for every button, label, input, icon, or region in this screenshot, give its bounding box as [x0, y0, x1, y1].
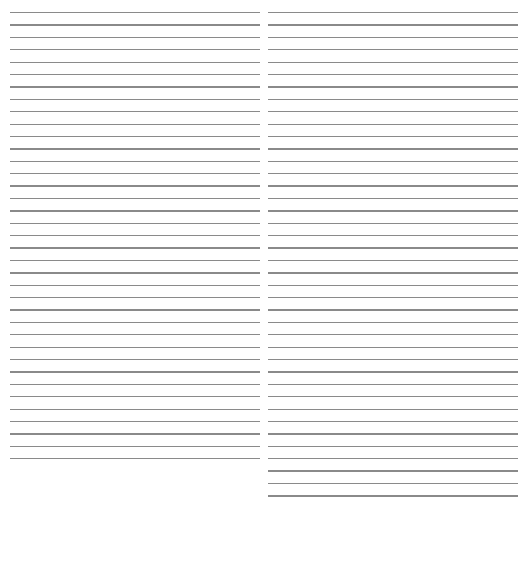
text-line-placeholder [268, 359, 518, 360]
text-line-placeholder [10, 12, 260, 13]
signature-line [10, 499, 260, 512]
text-line-placeholder [10, 322, 260, 323]
text-line-placeholder [268, 111, 518, 112]
text-line-placeholder [268, 421, 518, 422]
text-line-placeholder [268, 185, 518, 186]
text-line-placeholder [268, 161, 518, 162]
text-line-placeholder [10, 297, 260, 298]
text-line-placeholder [10, 185, 260, 186]
text-line-placeholder [268, 223, 518, 224]
text-line-placeholder [268, 74, 518, 75]
text-line-placeholder [10, 247, 260, 248]
text-line-placeholder [10, 49, 260, 50]
text-line-placeholder [268, 285, 518, 286]
left-column [10, 12, 260, 512]
text-line-placeholder [10, 285, 260, 286]
text-line-placeholder [268, 470, 518, 471]
text-line-placeholder [268, 334, 518, 335]
text-line-placeholder [10, 347, 260, 348]
code-line [10, 473, 260, 486]
text-line-placeholder [268, 148, 518, 149]
text-line-placeholder [10, 421, 260, 422]
text-line-placeholder [268, 173, 518, 174]
text-line-placeholder [10, 272, 260, 273]
text-line-placeholder [268, 384, 518, 385]
left-column-text-lines [10, 12, 260, 512]
text-line-placeholder [268, 396, 518, 397]
signature-block [10, 470, 260, 512]
text-line-placeholder [268, 272, 518, 273]
text-line-placeholder [10, 62, 260, 63]
text-line-placeholder [10, 446, 260, 447]
text-line-placeholder [10, 409, 260, 410]
text-line-placeholder [10, 37, 260, 38]
text-line-placeholder [268, 12, 518, 13]
text-line-placeholder [10, 223, 260, 224]
text-line-placeholder [268, 495, 518, 496]
text-line-placeholder [268, 235, 518, 236]
text-line-placeholder [10, 198, 260, 199]
text-line-placeholder [268, 198, 518, 199]
text-line-placeholder [268, 297, 518, 298]
text-line-placeholder [268, 86, 518, 87]
text-line-placeholder [268, 322, 518, 323]
text-line-placeholder [268, 309, 518, 310]
text-line-placeholder [10, 458, 260, 459]
notice-body [10, 12, 518, 512]
text-line-placeholder [268, 483, 518, 484]
text-line-placeholder [268, 124, 518, 125]
text-line-placeholder [10, 124, 260, 125]
text-line-placeholder [10, 148, 260, 149]
text-line-placeholder [10, 384, 260, 385]
text-line-placeholder [268, 62, 518, 63]
text-line-placeholder [10, 210, 260, 211]
text-line-placeholder [10, 99, 260, 100]
text-line-placeholder [10, 24, 260, 25]
text-line-placeholder [10, 359, 260, 360]
right-column [268, 12, 518, 512]
text-line-placeholder [268, 24, 518, 25]
text-line-placeholder [268, 371, 518, 372]
text-line-placeholder [10, 161, 260, 162]
text-line-placeholder [10, 433, 260, 434]
text-line-placeholder [10, 260, 260, 261]
text-line-placeholder [268, 210, 518, 211]
text-line-placeholder [10, 334, 260, 335]
text-line-placeholder [268, 247, 518, 248]
text-line-placeholder [268, 433, 518, 434]
text-line-placeholder [268, 458, 518, 459]
text-line-placeholder [268, 260, 518, 261]
text-line-placeholder [268, 99, 518, 100]
text-line-placeholder [10, 235, 260, 236]
text-line-placeholder [268, 136, 518, 137]
text-line-placeholder [10, 173, 260, 174]
date-line [10, 486, 260, 499]
right-column-text-lines [268, 12, 518, 512]
text-line-placeholder [268, 37, 518, 38]
text-line-placeholder [268, 446, 518, 447]
text-line-placeholder [10, 136, 260, 137]
text-line-placeholder [10, 74, 260, 75]
text-line-placeholder [10, 371, 260, 372]
text-line-placeholder [10, 396, 260, 397]
text-line-placeholder [268, 409, 518, 410]
text-line-placeholder [10, 111, 260, 112]
text-line-placeholder [10, 309, 260, 310]
text-line-placeholder [10, 86, 260, 87]
text-line-placeholder [268, 49, 518, 50]
text-line-placeholder [268, 347, 518, 348]
